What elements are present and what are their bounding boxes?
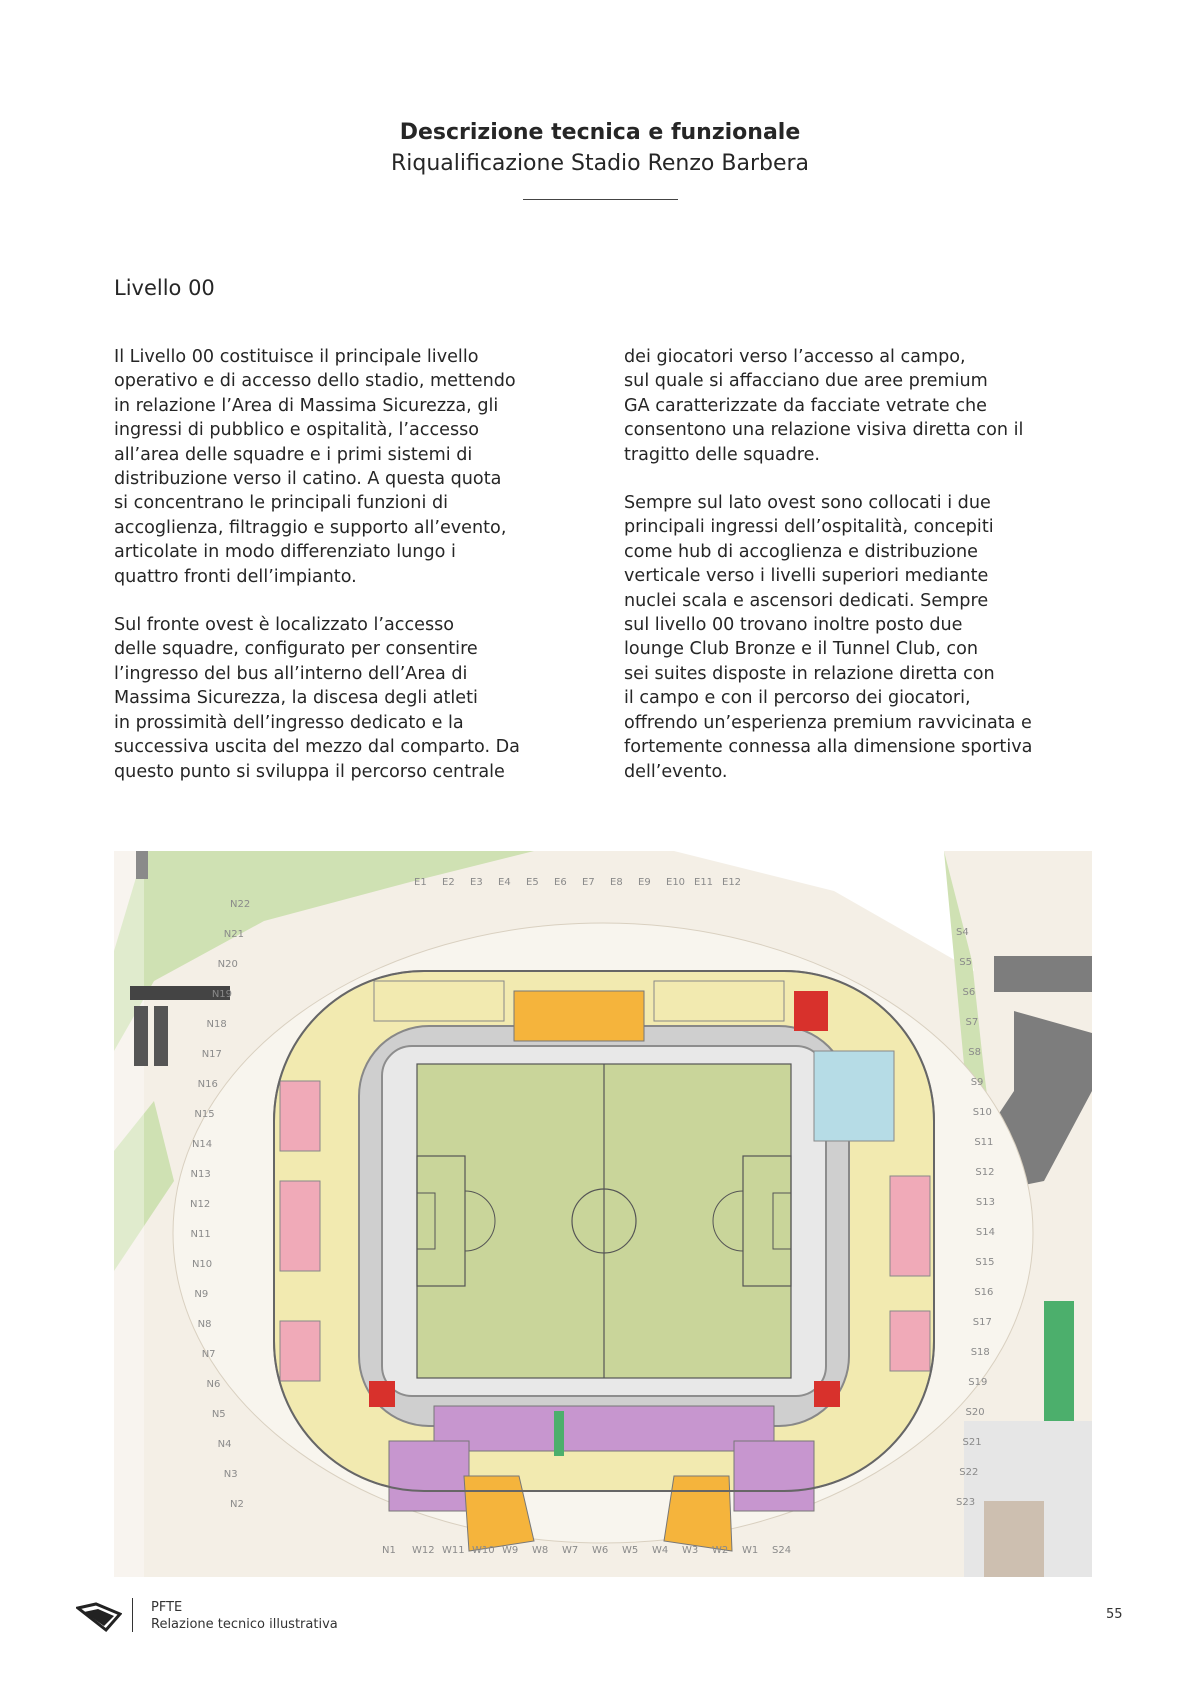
gate-label: S12 xyxy=(975,1167,995,1178)
gate-label: N13 xyxy=(190,1169,211,1180)
gate-label: S22 xyxy=(959,1467,979,1478)
floor-plan-drawing xyxy=(114,851,1092,1577)
gate-label: E8 xyxy=(610,877,623,888)
gate-label: W10 xyxy=(472,1545,495,1556)
gate-label: S21 xyxy=(962,1437,982,1448)
stadium-floor-plan xyxy=(114,851,1092,1577)
gate-label: S23 xyxy=(956,1497,976,1508)
footer-doc-description: Relazione tecnico illustrativa xyxy=(151,1617,338,1632)
gate-label: E12 xyxy=(722,877,742,888)
gate-label: W3 xyxy=(682,1545,699,1556)
gate-label: S18 xyxy=(970,1347,990,1358)
gate-label: N11 xyxy=(190,1229,211,1240)
gate-label: S5 xyxy=(959,957,973,968)
gate-label: N14 xyxy=(191,1139,213,1150)
page-number: 55 xyxy=(1106,1607,1123,1622)
header-divider xyxy=(523,199,678,200)
gate-label: E3 xyxy=(470,877,483,888)
paragraph: dei giocatori verso l’accesso al campo, sul quale si affacciano due aree premium GA caratterizzate da facciate vetrate che consentono una relazione visiva diretta con il tragitto delle squadre. xyxy=(624,347,1024,465)
gate-label: S4 xyxy=(956,927,969,938)
adjacent-building xyxy=(984,1501,1044,1577)
gate-label: E7 xyxy=(582,877,595,888)
gate-label: N17 xyxy=(201,1049,222,1060)
page-header xyxy=(0,118,1200,200)
paragraph: Il Livello 00 costituisce il principale livello operativo e di accesso dello stadio, mettendo in relazione l’Area di Massima Sicurezza, gli ingressi di pubblico e ospitalità, l’accesso all’area delle squadre e i primi sistemi di distribuzione verso il catino. A questa quota si concentrano le principali funzioni di accoglienza, filtraggio e supporto all’evento, articolate in modo differenziato lungo i quattro fronti dell’impianto. xyxy=(114,347,516,587)
gate-label: E5 xyxy=(526,877,539,888)
adjacent-building xyxy=(154,1006,168,1066)
hospitality-block xyxy=(280,1321,320,1381)
gate-label: S20 xyxy=(965,1407,985,1418)
document-title: Descrizione tecnica e funzionale xyxy=(399,120,801,145)
paragraph: Sempre sul lato ovest sono collocati i due principali ingressi dell’ospitalità, concepiti come hub di accoglienza e distribuzione verticale verso i livelli superiori mediante nuclei scala e ascensori dedicati. Sempre sul livello 00 trovano inoltre posto due lounge Club Bronze e il Tunnel Club, con sei suites disposte in relazione diretta con il campo e con il percorso dei giocatori, offrendo un’esperienza premium ravvicinata e fortemente connessa alla dimensione sportiva dell’evento. xyxy=(624,493,1033,782)
gate-label: W2 xyxy=(712,1545,729,1556)
section-heading: Livello 00 xyxy=(114,276,215,300)
gate-label: E2 xyxy=(442,877,455,888)
paragraph: Sul fronte ovest è localizzato l’accesso delle squadre, configurato per consentire l’ingresso del bus all’interno dell’Area di Massima Sicurezza, la discesa degli atleti in prossimità dell’ingresso dedicato e la successiva uscita del mezzo dal comparto. Da questo punto si sviluppa il percorso centrale xyxy=(114,615,520,782)
alert-zone xyxy=(794,991,828,1031)
gate-label: W11 xyxy=(442,1545,465,1556)
document-subtitle: Riqualificazione Stadio Renzo Barbera xyxy=(390,151,810,176)
green-building-block xyxy=(1044,1301,1074,1431)
gate-label: E6 xyxy=(554,877,567,888)
hospitality-block xyxy=(280,1181,320,1271)
alert-zone xyxy=(814,1381,840,1407)
north-stand-block xyxy=(374,981,504,1021)
gate-label: N5 xyxy=(211,1409,226,1420)
players-tunnel xyxy=(554,1411,564,1456)
gate-label: N1 xyxy=(382,1545,396,1556)
club-crest-icon xyxy=(76,1600,122,1634)
gate-label: W6 xyxy=(592,1545,609,1556)
gate-label: E11 xyxy=(694,877,714,888)
gate-label: N19 xyxy=(211,989,233,1000)
gate-label: S14 xyxy=(975,1227,996,1238)
gate-label: N16 xyxy=(197,1079,218,1090)
adjacent-building xyxy=(134,1006,148,1066)
adjacent-building xyxy=(994,956,1092,992)
gate-label: E9 xyxy=(638,877,651,888)
gate-label: W8 xyxy=(532,1545,549,1556)
hospitality-block xyxy=(280,1081,320,1151)
gate-label: S7 xyxy=(965,1017,979,1028)
gate-label: N20 xyxy=(217,959,238,970)
text-column-left xyxy=(114,345,614,808)
gate-label: S6 xyxy=(962,987,976,998)
gate-label: N2 xyxy=(230,1499,244,1510)
gate-label: S8 xyxy=(968,1047,982,1058)
premium-zone xyxy=(434,1406,774,1451)
gate-label: S10 xyxy=(972,1107,992,1118)
gate-label: E4 xyxy=(498,877,511,888)
footer-doc-code: PFTE xyxy=(151,1600,183,1615)
gate-label: N9 xyxy=(194,1289,209,1300)
gate-label: N8 xyxy=(197,1319,212,1330)
text-column-right xyxy=(624,345,1124,808)
gate-label: S17 xyxy=(972,1317,992,1328)
site-building-small xyxy=(136,851,148,879)
gate-label: N18 xyxy=(206,1019,227,1030)
hospitality-block xyxy=(890,1311,930,1371)
premium-zone xyxy=(734,1441,814,1511)
gate-label: S9 xyxy=(970,1077,984,1088)
gate-label: W9 xyxy=(502,1545,519,1556)
gate-label: W12 xyxy=(412,1545,435,1556)
gate-label: W1 xyxy=(742,1545,759,1556)
gate-label: W5 xyxy=(622,1545,639,1556)
gate-label: N6 xyxy=(206,1379,221,1390)
orange-zone-south xyxy=(664,1476,732,1551)
gate-label: W4 xyxy=(652,1545,669,1556)
gate-label: E1 xyxy=(414,877,427,888)
gate-label: E10 xyxy=(666,877,686,888)
orange-zone-north xyxy=(514,991,644,1041)
gate-label: S16 xyxy=(974,1287,994,1298)
hospitality-block xyxy=(890,1176,930,1276)
gate-label: W7 xyxy=(562,1545,579,1556)
premium-zone xyxy=(389,1441,469,1511)
blue-zone-north-east xyxy=(814,1051,894,1141)
gate-label: N22 xyxy=(230,899,251,910)
gate-label: N21 xyxy=(223,929,244,940)
gate-label: N4 xyxy=(217,1439,232,1450)
gate-label: S13 xyxy=(975,1197,996,1208)
site-edge xyxy=(114,851,144,1577)
gate-label: N3 xyxy=(223,1469,238,1480)
gate-label: S24 xyxy=(772,1545,792,1556)
gate-label: S11 xyxy=(974,1137,994,1148)
gate-label: S19 xyxy=(968,1377,988,1388)
north-stand-block xyxy=(654,981,784,1021)
gate-label: N15 xyxy=(194,1109,215,1120)
gate-label: N7 xyxy=(201,1349,216,1360)
page-footer xyxy=(0,1592,1200,1642)
alert-zone xyxy=(369,1381,395,1407)
gate-label: S15 xyxy=(975,1257,995,1268)
gate-label: N10 xyxy=(191,1259,213,1270)
gate-label: N12 xyxy=(190,1199,211,1210)
footer-divider xyxy=(132,1598,133,1632)
